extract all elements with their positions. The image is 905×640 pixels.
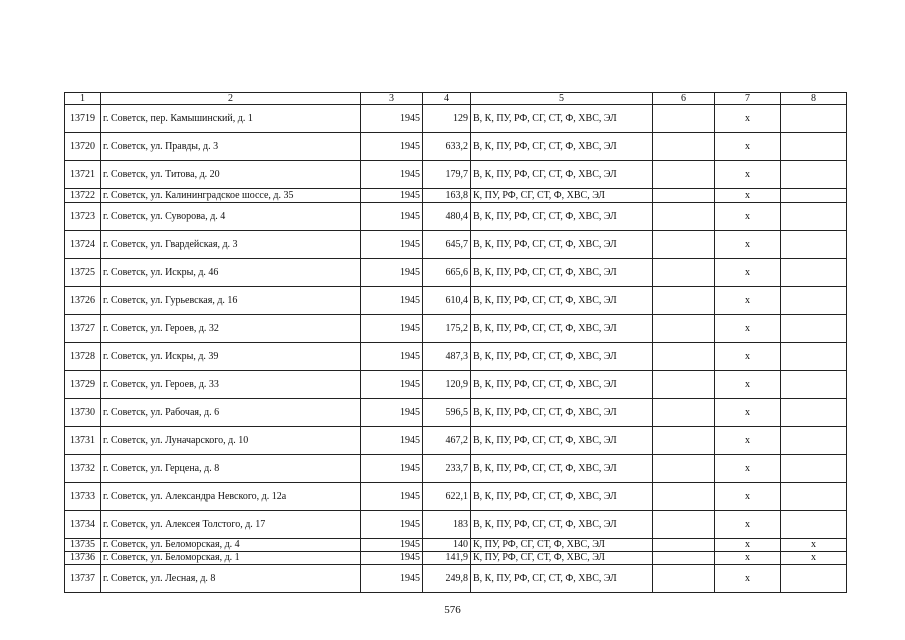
row-col8 (781, 565, 847, 593)
row-number: 13719 (65, 105, 101, 133)
header-col-4: 4 (423, 93, 471, 105)
row-number: 13726 (65, 287, 101, 315)
table-row (65, 315, 847, 343)
row-elements: В, К, ПУ, РФ, СГ, СТ, Ф, ХВС, ЭЛ (471, 399, 653, 427)
row-address: г. Советск, ул. Александра Невского, д. 12а (101, 483, 361, 511)
row-address: г. Советск, ул. Правды, д. 3 (101, 133, 361, 161)
row-number: 13722 (65, 189, 101, 203)
row-elements: В, К, ПУ, РФ, СГ, СТ, Ф, ХВС, ЭЛ (471, 161, 653, 189)
row-col6 (653, 343, 715, 371)
row-area: 183 (423, 511, 471, 539)
row-col7: x (715, 161, 781, 189)
row-col6 (653, 259, 715, 287)
row-col6 (653, 189, 715, 203)
row-area: 120,9 (423, 371, 471, 399)
header-col-3: 3 (361, 93, 423, 105)
row-col7: x (715, 189, 781, 203)
row-elements: В, К, ПУ, РФ, СГ, СТ, Ф, ХВС, ЭЛ (471, 565, 653, 593)
row-col8 (781, 399, 847, 427)
row-col7: x (715, 371, 781, 399)
row-col8: x (781, 539, 847, 552)
header-col-1: 1 (65, 93, 101, 105)
row-number: 13736 (65, 552, 101, 565)
row-col8 (781, 161, 847, 189)
row-number: 13723 (65, 203, 101, 231)
row-col7: x (715, 231, 781, 259)
row-elements: В, К, ПУ, РФ, СГ, СТ, Ф, ХВС, ЭЛ (471, 371, 653, 399)
row-year: 1945 (361, 231, 423, 259)
row-col8 (781, 259, 847, 287)
row-col6 (653, 455, 715, 483)
table-row (65, 161, 847, 189)
row-col6 (653, 399, 715, 427)
table-row (65, 427, 847, 455)
row-col7: x (715, 455, 781, 483)
row-address: г. Советск, ул. Суворова, д. 4 (101, 203, 361, 231)
row-col6 (653, 105, 715, 133)
row-address: г. Советск, ул. Рабочая, д. 6 (101, 399, 361, 427)
row-year: 1945 (361, 287, 423, 315)
row-col8 (781, 371, 847, 399)
row-address: г. Советск, ул. Герцена, д. 8 (101, 455, 361, 483)
row-col6 (653, 133, 715, 161)
row-col6 (653, 287, 715, 315)
header-row (65, 93, 847, 105)
row-col6 (653, 427, 715, 455)
row-col6 (653, 315, 715, 343)
table-row (65, 133, 847, 161)
row-address: г. Советск, ул. Гвардейская, д. 3 (101, 231, 361, 259)
row-area: 596,5 (423, 399, 471, 427)
row-address: г. Советск, ул. Титова, д. 20 (101, 161, 361, 189)
row-area: 175,2 (423, 315, 471, 343)
row-area: 249,8 (423, 565, 471, 593)
row-number: 13729 (65, 371, 101, 399)
row-col8 (781, 483, 847, 511)
row-area: 633,2 (423, 133, 471, 161)
row-col7: x (715, 511, 781, 539)
row-area: 645,7 (423, 231, 471, 259)
row-col7: x (715, 427, 781, 455)
row-col8 (781, 105, 847, 133)
row-col8 (781, 511, 847, 539)
row-number: 13720 (65, 133, 101, 161)
row-address: г. Советск, ул. Алексея Толстого, д. 17 (101, 511, 361, 539)
table-row (65, 343, 847, 371)
row-col6 (653, 539, 715, 552)
row-elements: В, К, ПУ, РФ, СГ, СТ, Ф, ХВС, ЭЛ (471, 483, 653, 511)
row-number: 13725 (65, 259, 101, 287)
row-number: 13737 (65, 565, 101, 593)
row-number: 13731 (65, 427, 101, 455)
row-number: 13721 (65, 161, 101, 189)
row-address: г. Советск, ул. Луначарского, д. 10 (101, 427, 361, 455)
row-col8 (781, 427, 847, 455)
row-year: 1945 (361, 552, 423, 565)
row-year: 1945 (361, 343, 423, 371)
row-col8: x (781, 552, 847, 565)
row-year: 1945 (361, 427, 423, 455)
row-col6 (653, 483, 715, 511)
row-elements: В, К, ПУ, РФ, СГ, СТ, Ф, ХВС, ЭЛ (471, 315, 653, 343)
table-row (65, 189, 847, 203)
table-row (65, 552, 847, 565)
row-col7: x (715, 565, 781, 593)
row-col7: x (715, 343, 781, 371)
row-col6 (653, 371, 715, 399)
row-col8 (781, 133, 847, 161)
row-year: 1945 (361, 399, 423, 427)
row-address: г. Советск, ул. Калининградское шоссе, д. 35 (101, 189, 361, 203)
row-col7: x (715, 203, 781, 231)
row-col7: x (715, 399, 781, 427)
row-number: 13724 (65, 231, 101, 259)
row-elements: К, ПУ, РФ, СГ, СТ, Ф, ХВС, ЭЛ (471, 539, 653, 552)
table-row (65, 259, 847, 287)
table-row (65, 287, 847, 315)
row-address: г. Советск, ул. Героев, д. 33 (101, 371, 361, 399)
row-area: 140 (423, 539, 471, 552)
table-row (65, 511, 847, 539)
row-year: 1945 (361, 203, 423, 231)
row-col7: x (715, 483, 781, 511)
row-col7: x (715, 315, 781, 343)
row-col6 (653, 231, 715, 259)
row-area: 129 (423, 105, 471, 133)
row-address: г. Советск, ул. Искры, д. 46 (101, 259, 361, 287)
row-elements: В, К, ПУ, РФ, СГ, СТ, Ф, ХВС, ЭЛ (471, 105, 653, 133)
table-row (65, 371, 847, 399)
row-year: 1945 (361, 133, 423, 161)
row-area: 610,4 (423, 287, 471, 315)
page-number: 576 (444, 604, 461, 616)
table-row (65, 203, 847, 231)
row-address: г. Советск, ул. Героев, д. 32 (101, 315, 361, 343)
table-row (65, 483, 847, 511)
row-area: 179,7 (423, 161, 471, 189)
row-col6 (653, 565, 715, 593)
row-year: 1945 (361, 511, 423, 539)
header-col-7: 7 (715, 93, 781, 105)
table-row (65, 231, 847, 259)
table-body (65, 105, 847, 593)
row-year: 1945 (361, 565, 423, 593)
row-year: 1945 (361, 105, 423, 133)
row-elements: К, ПУ, РФ, СГ, СТ, Ф, ХВС, ЭЛ (471, 552, 653, 565)
row-col8 (781, 231, 847, 259)
row-col8 (781, 315, 847, 343)
row-area: 622,1 (423, 483, 471, 511)
row-address: г. Советск, ул. Гурьевская, д. 16 (101, 287, 361, 315)
row-address: г. Советск, ул. Беломорская, д. 4 (101, 539, 361, 552)
header-col-6: 6 (653, 93, 715, 105)
table-row (65, 105, 847, 133)
row-elements: В, К, ПУ, РФ, СГ, СТ, Ф, ХВС, ЭЛ (471, 343, 653, 371)
row-col7: x (715, 539, 781, 552)
row-area: 467,2 (423, 427, 471, 455)
header-col-2: 2 (101, 93, 361, 105)
row-number: 13730 (65, 399, 101, 427)
row-area: 233,7 (423, 455, 471, 483)
row-year: 1945 (361, 189, 423, 203)
header-col-8: 8 (781, 93, 847, 105)
row-year: 1945 (361, 371, 423, 399)
row-col8 (781, 203, 847, 231)
row-elements: В, К, ПУ, РФ, СГ, СТ, Ф, ХВС, ЭЛ (471, 511, 653, 539)
row-elements: В, К, ПУ, РФ, СГ, СТ, Ф, ХВС, ЭЛ (471, 231, 653, 259)
row-col7: x (715, 105, 781, 133)
row-col6 (653, 552, 715, 565)
row-elements: В, К, ПУ, РФ, СГ, СТ, Ф, ХВС, ЭЛ (471, 427, 653, 455)
row-col7: x (715, 552, 781, 565)
row-year: 1945 (361, 455, 423, 483)
row-area: 487,3 (423, 343, 471, 371)
row-year: 1945 (361, 161, 423, 189)
row-number: 13732 (65, 455, 101, 483)
row-area: 163,8 (423, 189, 471, 203)
row-col6 (653, 203, 715, 231)
row-address: г. Советск, пер. Камышинский, д. 1 (101, 105, 361, 133)
row-elements: В, К, ПУ, РФ, СГ, СТ, Ф, ХВС, ЭЛ (471, 455, 653, 483)
row-number: 13734 (65, 511, 101, 539)
table-row (65, 399, 847, 427)
row-elements: В, К, ПУ, РФ, СГ, СТ, Ф, ХВС, ЭЛ (471, 287, 653, 315)
row-year: 1945 (361, 483, 423, 511)
row-address: г. Советск, ул. Беломорская, д. 1 (101, 552, 361, 565)
row-year: 1945 (361, 315, 423, 343)
registry-table (64, 92, 847, 593)
row-col8 (781, 343, 847, 371)
row-address: г. Советск, ул. Искры, д. 39 (101, 343, 361, 371)
row-col6 (653, 511, 715, 539)
row-col7: x (715, 259, 781, 287)
row-year: 1945 (361, 259, 423, 287)
row-address: г. Советск, ул. Лесная, д. 8 (101, 565, 361, 593)
row-number: 13728 (65, 343, 101, 371)
table-row (65, 539, 847, 552)
row-col7: x (715, 287, 781, 315)
row-col8 (781, 287, 847, 315)
row-col7: x (715, 133, 781, 161)
row-area: 141,9 (423, 552, 471, 565)
table-row (65, 565, 847, 593)
row-area: 480,4 (423, 203, 471, 231)
header-col-5: 5 (471, 93, 653, 105)
row-col8 (781, 189, 847, 203)
row-col8 (781, 455, 847, 483)
row-elements: В, К, ПУ, РФ, СГ, СТ, Ф, ХВС, ЭЛ (471, 133, 653, 161)
row-elements: В, К, ПУ, РФ, СГ, СТ, Ф, ХВС, ЭЛ (471, 203, 653, 231)
row-elements: К, ПУ, РФ, СГ, СТ, Ф, ХВС, ЭЛ (471, 189, 653, 203)
row-year: 1945 (361, 539, 423, 552)
row-elements: В, К, ПУ, РФ, СГ, СТ, Ф, ХВС, ЭЛ (471, 259, 653, 287)
row-number: 13735 (65, 539, 101, 552)
table-row (65, 455, 847, 483)
row-number: 13733 (65, 483, 101, 511)
row-area: 665,6 (423, 259, 471, 287)
row-col6 (653, 161, 715, 189)
row-number: 13727 (65, 315, 101, 343)
